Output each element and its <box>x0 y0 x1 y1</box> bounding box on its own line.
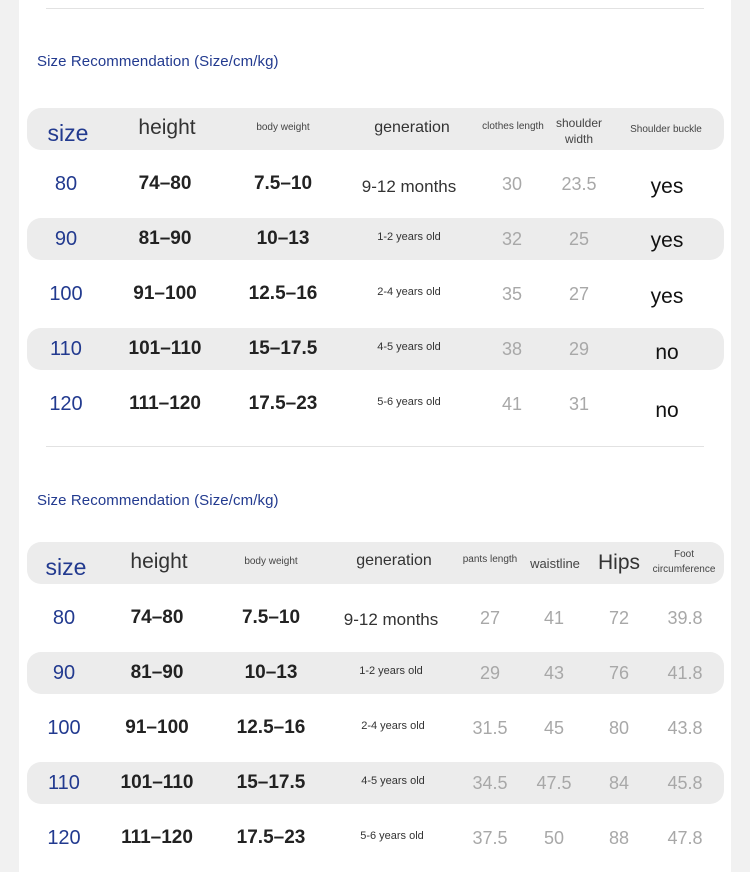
cell-height: 91–100 <box>125 717 189 738</box>
cell-clothes-length: 35 <box>501 283 523 304</box>
cell-height: 81–90 <box>130 662 184 683</box>
table-row <box>27 383 724 425</box>
header-body-weight: body weight <box>244 555 298 567</box>
header-foot-circumference: Foot circumference <box>652 549 716 575</box>
cell-hips: 80 <box>608 717 630 738</box>
header-shoulder-buckle: Shoulder buckle <box>630 123 702 135</box>
cell-clothes-length: 32 <box>501 228 523 249</box>
cell-shoulder-buckle: no <box>655 399 679 422</box>
cell-generation: 4-5 years old <box>361 775 425 787</box>
cell-shoulder-buckle: yes <box>650 229 684 252</box>
cell-generation: 4-5 years old <box>377 341 441 353</box>
cell-clothes-length: 38 <box>501 338 523 359</box>
cell-waistline: 50 <box>543 827 565 848</box>
header-waistline: waistline <box>530 555 580 571</box>
cell-shoulder-width: 29 <box>568 338 590 359</box>
cell-body-weight: 7.5–10 <box>241 607 301 628</box>
cell-body-weight: 10–13 <box>256 228 310 249</box>
size-table-2 <box>27 542 724 859</box>
size-table-1 <box>27 108 724 425</box>
header-shoulder-width: shoulder width <box>555 116 603 146</box>
cell-height: 111–120 <box>129 393 201 414</box>
cell-size: 120 <box>49 392 83 415</box>
cell-height: 91–100 <box>133 283 197 304</box>
cell-height: 81–90 <box>138 228 192 249</box>
table-header-row <box>27 108 724 150</box>
cell-pants-length: 34.5 <box>472 772 508 793</box>
table-row <box>27 273 724 315</box>
header-size: size <box>47 119 89 146</box>
cell-body-weight: 15–17.5 <box>248 338 318 359</box>
cell-pants-length: 31.5 <box>472 717 508 738</box>
cell-shoulder-buckle: no <box>655 341 679 364</box>
header-hips: Hips <box>597 551 640 574</box>
cell-shoulder-width: 25 <box>568 228 590 249</box>
header-generation: generation <box>356 552 432 569</box>
cell-size: 80 <box>54 172 78 195</box>
cell-shoulder-width: 27 <box>568 283 590 304</box>
cell-generation: 2-4 years old <box>361 720 425 732</box>
table-row <box>27 707 724 749</box>
cell-clothes-length: 30 <box>501 173 523 194</box>
cell-shoulder-width: 31 <box>568 393 590 414</box>
cell-hips: 88 <box>608 827 630 848</box>
cell-generation: 1-2 years old <box>359 665 423 677</box>
cell-hips: 72 <box>608 607 630 628</box>
cell-pants-length: 29 <box>479 662 501 683</box>
section-title-1: Size Recommendation (Size/cm/kg) <box>37 53 279 70</box>
table-row <box>27 218 724 260</box>
cell-generation: 2-4 years old <box>377 286 441 298</box>
cell-size: 120 <box>47 826 81 849</box>
cell-generation: 9-12 months <box>343 610 439 629</box>
cell-body-weight: 17.5–23 <box>236 827 306 848</box>
cell-generation: 9-12 months <box>361 177 457 196</box>
header-height: height <box>130 550 188 573</box>
table-header-row <box>27 542 724 584</box>
header-height: height <box>138 116 196 139</box>
cell-height: 74–80 <box>138 173 192 194</box>
cell-hips: 84 <box>608 772 630 793</box>
table-row <box>27 762 724 804</box>
cell-shoulder-buckle: yes <box>650 175 684 198</box>
cell-pants-length: 27 <box>479 607 501 628</box>
header-pants-length: pants length <box>462 553 518 565</box>
cell-size: 100 <box>49 282 83 305</box>
cell-foot-circumference: 47.8 <box>667 827 703 848</box>
cell-waistline: 43 <box>543 662 565 683</box>
cell-size: 90 <box>52 661 76 684</box>
cell-foot-circumference: 45.8 <box>667 772 703 793</box>
cell-size: 80 <box>52 606 76 629</box>
cell-pants-length: 37.5 <box>472 827 508 848</box>
table-row <box>27 817 724 859</box>
header-clothes-length: clothes length <box>482 120 544 132</box>
cell-generation: 1-2 years old <box>377 231 441 243</box>
cell-generation: 5-6 years old <box>377 396 441 408</box>
cell-shoulder-buckle: yes <box>650 285 684 308</box>
cell-body-weight: 12.5–16 <box>248 283 318 304</box>
cell-shoulder-width: 23.5 <box>561 173 597 194</box>
section-title-2: Size Recommendation (Size/cm/kg) <box>37 492 279 509</box>
header-size: size <box>45 553 87 580</box>
cell-size: 90 <box>54 227 78 250</box>
header-generation: generation <box>374 119 450 136</box>
cell-waistline: 47.5 <box>536 772 572 793</box>
divider <box>46 8 704 9</box>
cell-height: 101–110 <box>120 772 194 793</box>
cell-foot-circumference: 39.8 <box>667 607 703 628</box>
cell-body-weight: 15–17.5 <box>236 772 306 793</box>
cell-size: 100 <box>47 716 81 739</box>
cell-foot-circumference: 41.8 <box>667 662 703 683</box>
cell-foot-circumference: 43.8 <box>667 717 703 738</box>
cell-height: 101–110 <box>128 338 202 359</box>
cell-waistline: 45 <box>543 717 565 738</box>
header-body-weight: body weight <box>256 121 310 133</box>
table-row <box>27 163 724 205</box>
cell-generation: 5-6 years old <box>360 830 424 842</box>
cell-hips: 76 <box>608 662 630 683</box>
cell-size: 110 <box>48 771 80 794</box>
cell-size: 110 <box>50 337 82 360</box>
cell-waistline: 41 <box>543 607 565 628</box>
table-row <box>27 597 724 639</box>
cell-height: 74–80 <box>130 607 184 628</box>
cell-body-weight: 10–13 <box>244 662 298 683</box>
table-row <box>27 328 724 370</box>
table-row <box>27 652 724 694</box>
cell-body-weight: 17.5–23 <box>248 393 318 414</box>
cell-body-weight: 7.5–10 <box>253 173 313 194</box>
cell-body-weight: 12.5–16 <box>236 717 306 738</box>
cell-height: 111–120 <box>121 827 193 848</box>
page-card <box>19 0 731 872</box>
divider <box>46 446 704 447</box>
cell-clothes-length: 41 <box>501 393 523 414</box>
